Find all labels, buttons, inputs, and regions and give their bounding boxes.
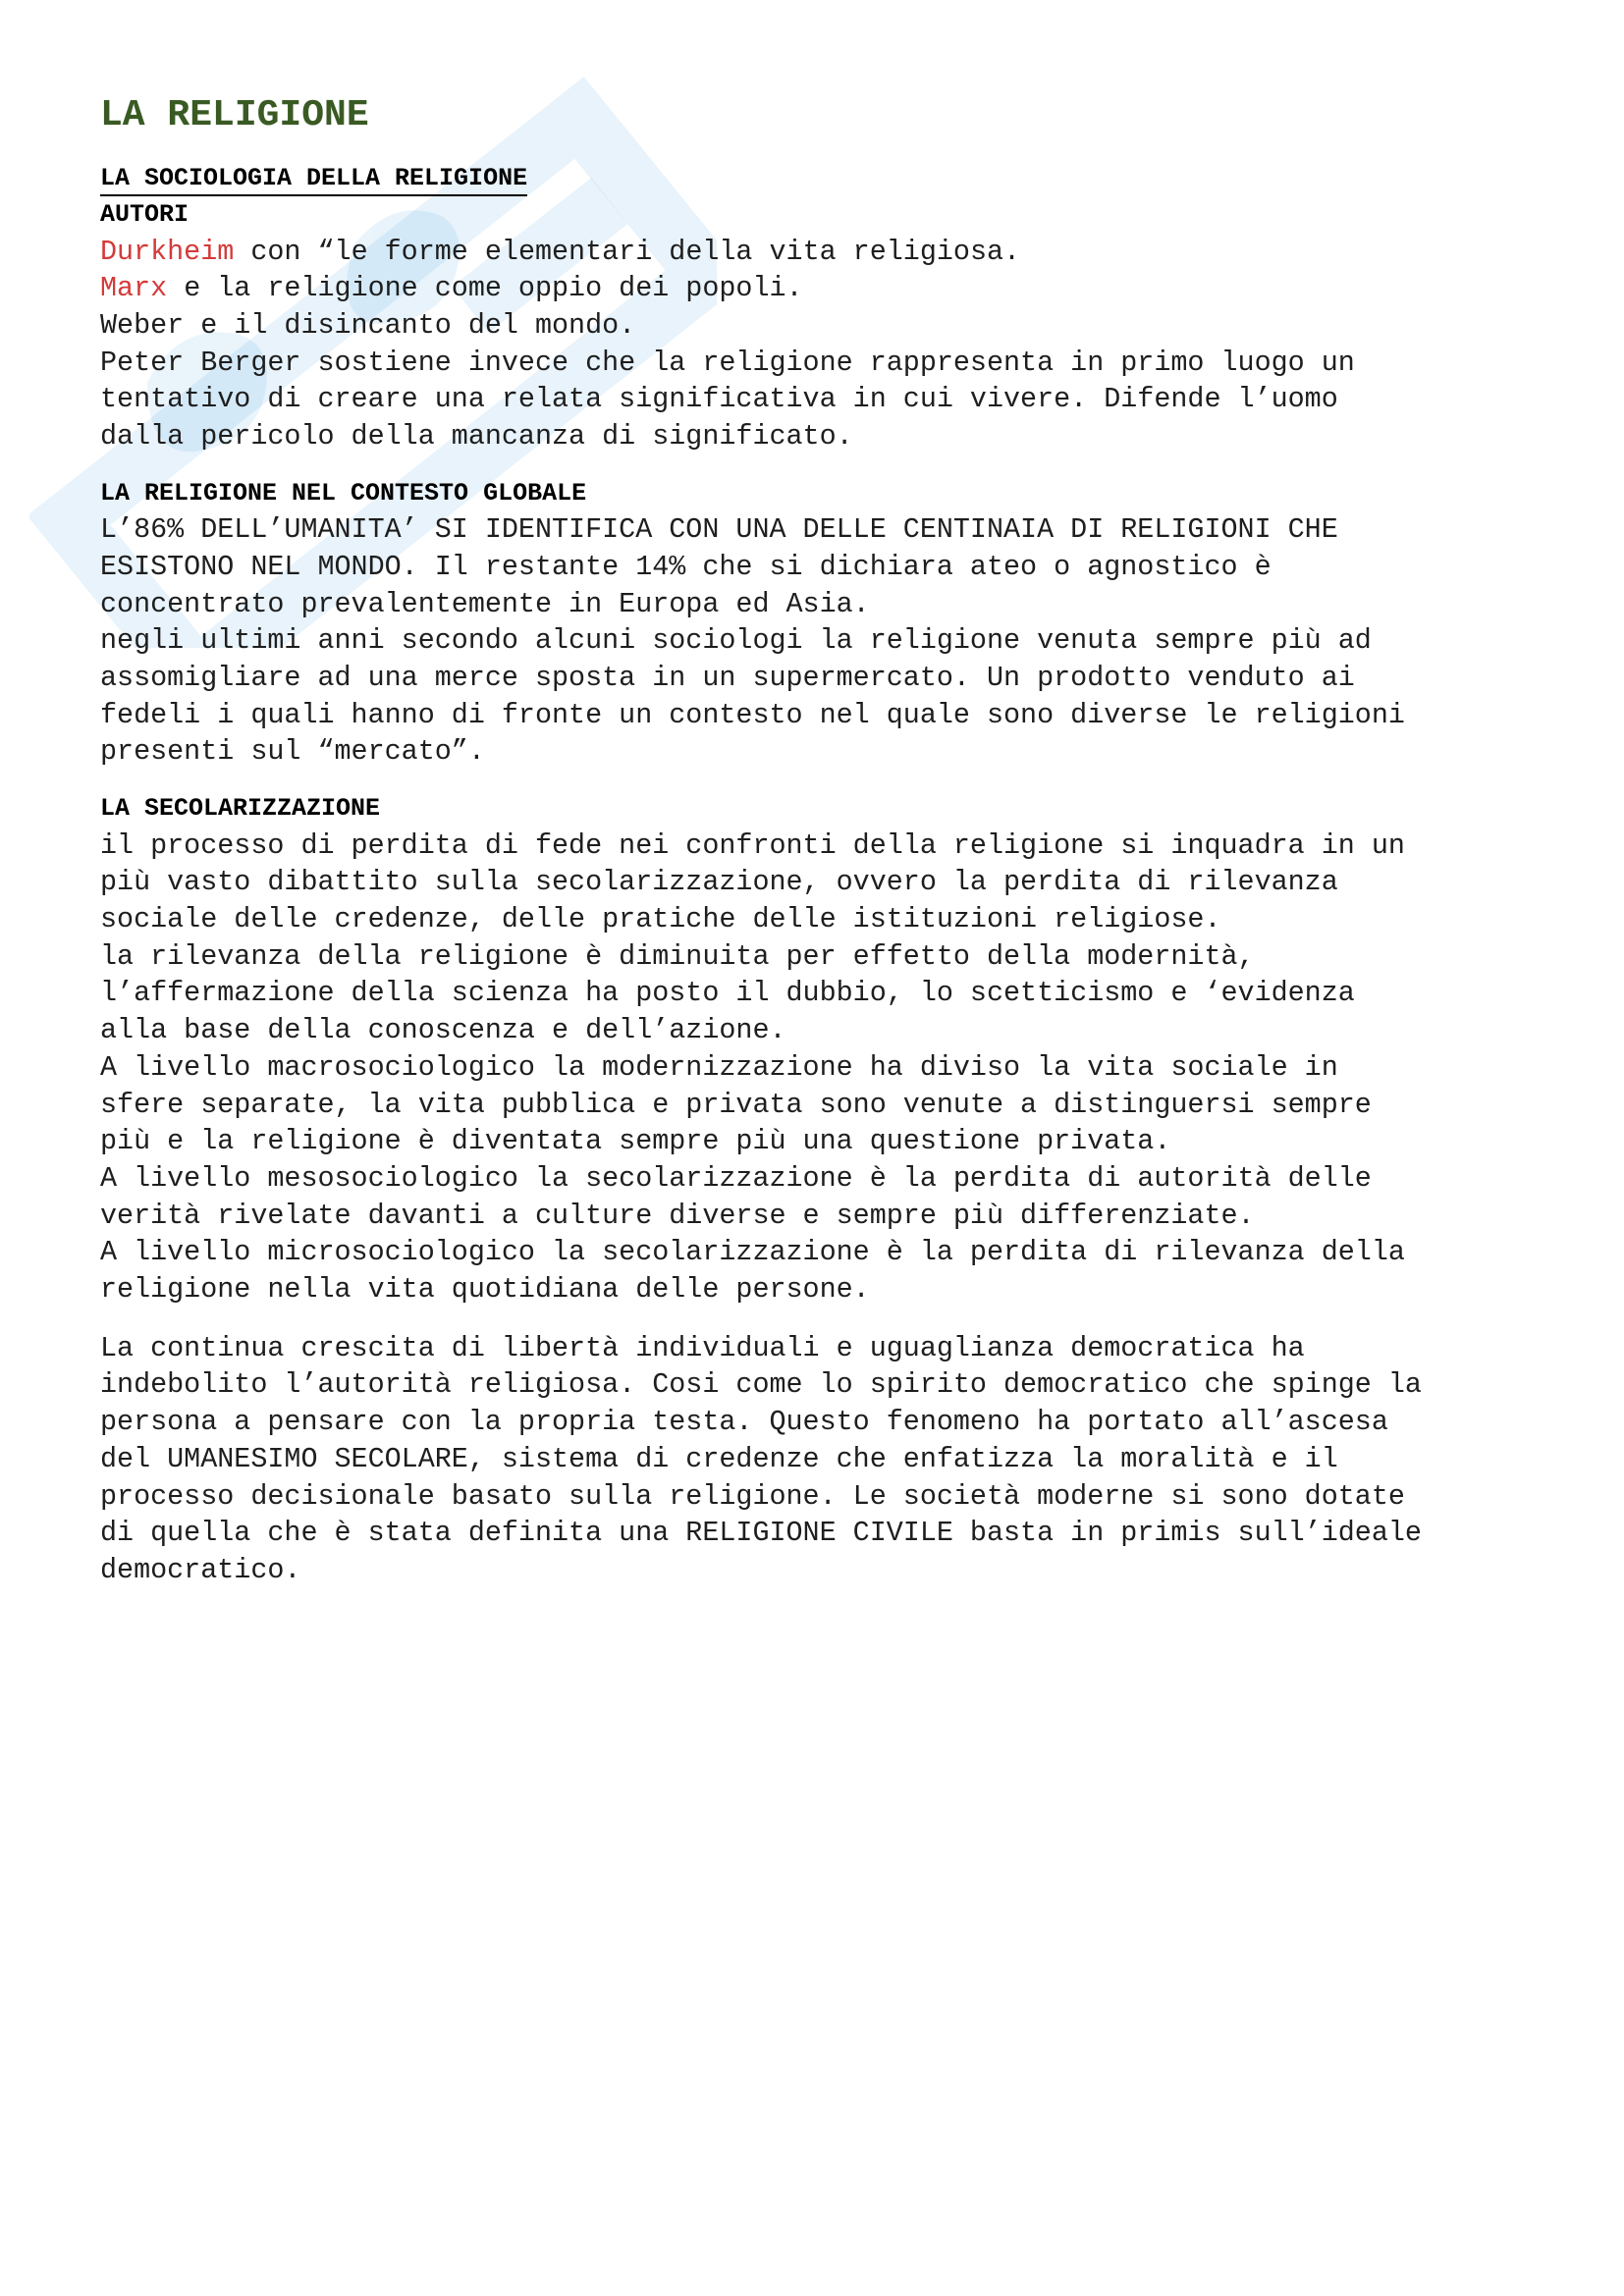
text-line — [100, 234, 1543, 271]
text-line: di quella che è stata definita una RELIGIONE CIVILE basta in primis sull’ideale — [100, 1517, 1422, 1550]
text-line: democratico. — [100, 1554, 301, 1586]
text-line: il processo di perdita di fede nei confronti della religione si inquadra in un — [100, 828, 1405, 862]
text-line: più vasto dibattito sulla secolarizzazione, ovvero la perdita di rilevanza — [100, 866, 1338, 899]
text-line: concentrato prevalentemente in Europa ed Asia. — [100, 587, 870, 620]
document-page — [100, 94, 1543, 1589]
section-secolarizzazione — [100, 790, 1543, 1589]
text-line: La continua crescita di libertà individuali e uguaglianza democratica ha — [100, 1331, 1305, 1364]
text-line: religione nella vita quotidiana delle persone. — [100, 1273, 870, 1307]
text-line: l’affermazione della scienza ha posto il dubbio, lo scetticismo e ‘evidenza — [100, 977, 1355, 1010]
section-contesto-globale — [100, 475, 1543, 771]
text-line: sociale delle credenze, delle pratiche delle istituzioni religiose. — [100, 903, 1221, 936]
section-heading-autori: AUTORI — [100, 200, 189, 229]
text-line: L’86% DELL’UMANITA’ SI IDENTIFICA CON UNA DELLE CENTINAIA DI RELIGIONI CHE — [100, 513, 1338, 547]
text-line: processo decisionale basato sulla religione. Le società moderne si sono dotate — [100, 1479, 1405, 1513]
text-line: dalla pericolo della mancanza di significato. — [100, 420, 853, 454]
page-title: LA RELIGIONE — [100, 94, 369, 136]
text-line: più e la religione è diventata sempre più una questione privata. — [100, 1125, 1171, 1158]
text-line: persona a pensare con la propria testa. Questo fenomeno ha portato all’ascesa — [100, 1406, 1388, 1439]
text-line: tentativo di creare una relata significativa in cui vivere. Difende l’uomo — [100, 383, 1338, 416]
text-line: del UMANESIMO SECOLARE, sistema di credenze che enfatizza la moralità e il — [100, 1442, 1338, 1475]
text-line: A livello mesosociologico la secolarizzazione è la perdita di autorità delle — [100, 1161, 1372, 1195]
text-line: Weber e il disincanto del mondo. — [100, 308, 636, 342]
text-fragment: con “le forme elementari della vita religiosa. — [234, 235, 1021, 268]
text-fragment: e la religione come oppio dei popoli. — [167, 272, 803, 305]
text-line: presenti sul “mercato”. — [100, 735, 485, 769]
text-line: A livello macrosociologico la modernizzazione ha diviso la vita sociale in — [100, 1050, 1338, 1084]
section-heading: LA RELIGIONE NEL CONTESTO GLOBALE — [100, 478, 587, 507]
text-line — [100, 270, 1543, 307]
section-heading: LA SECOLARIZZAZIONE — [100, 794, 381, 824]
text-line: Peter Berger sostiene invece che la religione rappresenta in primo luogo un — [100, 346, 1355, 379]
text-line: alla base della conoscenza e dell’azione. — [100, 1014, 786, 1047]
text-line: negli ultimi anni secondo alcuni sociologi la religione venuta sempre più ad — [100, 624, 1372, 658]
text-line: la rilevanza della religione è diminuita per effetto della modernità, — [100, 939, 1255, 973]
text-line: ESISTONO NEL MONDO. Il restante 14% che si dichiara ateo o agnostico è — [100, 550, 1272, 583]
text-line: sfere separate, la vita pubblica e privata sono venute a distinguersi sempre — [100, 1088, 1372, 1121]
text-line: fedeli i quali hanno di fronte un contesto nel quale sono diverse le religioni — [100, 698, 1405, 731]
author-name-marx: Marx — [100, 272, 168, 305]
section-subtitle: LA SOCIOLOGIA DELLA RELIGIONE — [100, 162, 527, 196]
text-line: verità rivelate davanti a culture diverse e sempre più differenziate. — [100, 1199, 1255, 1232]
text-line: indebolito l’autorità religiosa. Cosi come lo spirito democratico che spinge la — [100, 1368, 1422, 1402]
author-name-durkheim: Durkheim — [100, 235, 235, 268]
paragraph-gap — [100, 1308, 1543, 1330]
text-line: assomigliare ad una merce sposta in un supermercato. Un prodotto venduto ai — [100, 662, 1355, 695]
text-line: A livello microsociologico la secolarizzazione è la perdita di rilevanza della — [100, 1236, 1405, 1269]
section-sociologia — [100, 162, 1543, 455]
